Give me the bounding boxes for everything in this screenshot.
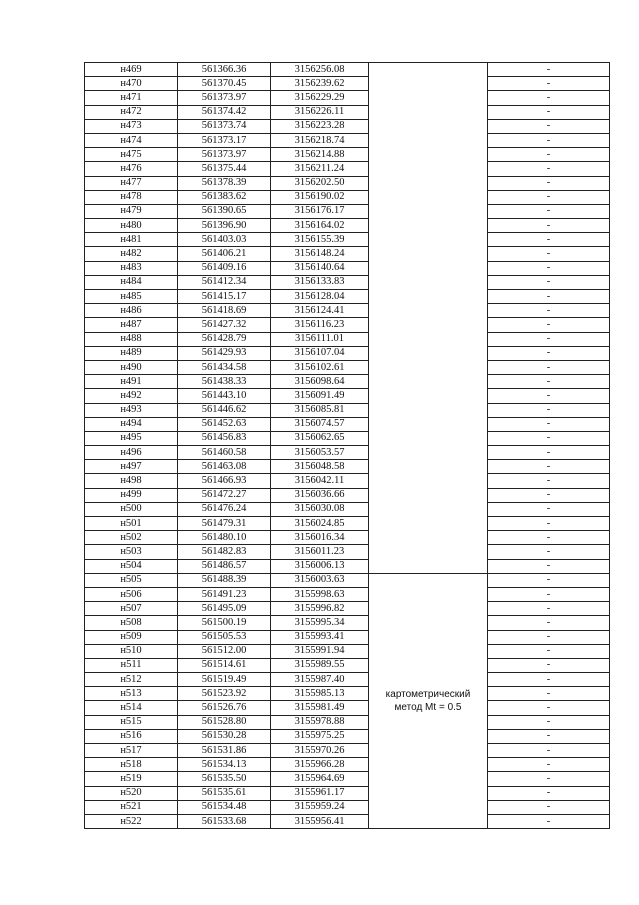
x-coordinate-cell: 561519.49 xyxy=(178,673,271,687)
x-coordinate-cell: 561488.39 xyxy=(178,573,271,587)
table-row xyxy=(85,332,610,346)
table-row xyxy=(85,162,610,176)
accuracy-cell: - xyxy=(488,800,610,814)
x-coordinate-cell: 561480.10 xyxy=(178,531,271,545)
x-coordinate-cell: 561456.83 xyxy=(178,431,271,445)
accuracy-cell: - xyxy=(488,261,610,275)
point-id-cell: н469 xyxy=(85,63,178,77)
table-row xyxy=(85,630,610,644)
point-id-cell: н480 xyxy=(85,219,178,233)
x-coordinate-cell: 561429.93 xyxy=(178,346,271,360)
x-coordinate-cell: 561383.62 xyxy=(178,190,271,204)
y-coordinate-cell: 3156048.58 xyxy=(271,460,369,474)
accuracy-cell: - xyxy=(488,729,610,743)
point-id-cell: н482 xyxy=(85,247,178,261)
table-row xyxy=(85,403,610,417)
point-id-cell: н510 xyxy=(85,644,178,658)
point-id-cell: н481 xyxy=(85,233,178,247)
point-id-cell: н518 xyxy=(85,758,178,772)
table-row xyxy=(85,687,610,701)
table-row xyxy=(85,77,610,91)
accuracy-cell: - xyxy=(488,431,610,445)
point-id-cell: н475 xyxy=(85,148,178,162)
table-row xyxy=(85,602,610,616)
x-coordinate-cell: 561446.62 xyxy=(178,403,271,417)
point-id-cell: н515 xyxy=(85,715,178,729)
x-coordinate-cell: 561534.48 xyxy=(178,800,271,814)
accuracy-cell: - xyxy=(488,772,610,786)
x-coordinate-cell: 561370.45 xyxy=(178,77,271,91)
point-id-cell: н496 xyxy=(85,446,178,460)
table-row xyxy=(85,148,610,162)
accuracy-cell: - xyxy=(488,786,610,800)
table-row xyxy=(85,474,610,488)
table-row xyxy=(85,431,610,445)
accuracy-cell: - xyxy=(488,190,610,204)
x-coordinate-cell: 561528.80 xyxy=(178,715,271,729)
x-coordinate-cell: 561434.58 xyxy=(178,360,271,374)
x-coordinate-cell: 561486.57 xyxy=(178,559,271,573)
x-coordinate-cell: 561373.17 xyxy=(178,133,271,147)
y-coordinate-cell: 3156229.29 xyxy=(271,91,369,105)
point-id-cell: н519 xyxy=(85,772,178,786)
table-row xyxy=(85,758,610,772)
y-coordinate-cell: 3156042.11 xyxy=(271,474,369,488)
accuracy-cell: - xyxy=(488,204,610,218)
y-coordinate-cell: 3155961.17 xyxy=(271,786,369,800)
table-row xyxy=(85,800,610,814)
table-row xyxy=(85,744,610,758)
x-coordinate-cell: 561535.61 xyxy=(178,786,271,800)
point-id-cell: н491 xyxy=(85,375,178,389)
table-row xyxy=(85,204,610,218)
x-coordinate-cell: 561443.10 xyxy=(178,389,271,403)
point-id-cell: н502 xyxy=(85,531,178,545)
y-coordinate-cell: 3156218.74 xyxy=(271,133,369,147)
table-row xyxy=(85,105,610,119)
y-coordinate-cell: 3156256.08 xyxy=(271,63,369,77)
point-id-cell: н495 xyxy=(85,431,178,445)
point-id-cell: н500 xyxy=(85,502,178,516)
point-id-cell: н505 xyxy=(85,573,178,587)
accuracy-cell: - xyxy=(488,77,610,91)
accuracy-cell: - xyxy=(488,403,610,417)
accuracy-cell: - xyxy=(488,673,610,687)
x-coordinate-cell: 561512.00 xyxy=(178,644,271,658)
accuracy-cell: - xyxy=(488,488,610,502)
table-row xyxy=(85,531,610,545)
accuracy-cell: - xyxy=(488,573,610,587)
table-row xyxy=(85,786,610,800)
point-id-cell: н494 xyxy=(85,417,178,431)
accuracy-cell: - xyxy=(488,219,610,233)
y-coordinate-cell: 3156016.34 xyxy=(271,531,369,545)
accuracy-cell: - xyxy=(488,148,610,162)
point-id-cell: н479 xyxy=(85,204,178,218)
y-coordinate-cell: 3156102.61 xyxy=(271,360,369,374)
y-coordinate-cell: 3156176.17 xyxy=(271,204,369,218)
x-coordinate-cell: 561373.97 xyxy=(178,91,271,105)
table-row xyxy=(85,616,610,630)
x-coordinate-cell: 561466.93 xyxy=(178,474,271,488)
table-row xyxy=(85,247,610,261)
accuracy-cell: - xyxy=(488,332,610,346)
point-id-cell: н520 xyxy=(85,786,178,800)
x-coordinate-cell: 561428.79 xyxy=(178,332,271,346)
y-coordinate-cell: 3155987.40 xyxy=(271,673,369,687)
x-coordinate-cell: 561406.21 xyxy=(178,247,271,261)
accuracy-cell: - xyxy=(488,417,610,431)
accuracy-cell: - xyxy=(488,602,610,616)
point-id-cell: н490 xyxy=(85,360,178,374)
y-coordinate-cell: 3156148.24 xyxy=(271,247,369,261)
point-id-cell: н483 xyxy=(85,261,178,275)
table-row xyxy=(85,389,610,403)
accuracy-cell: - xyxy=(488,630,610,644)
accuracy-cell: - xyxy=(488,346,610,360)
y-coordinate-cell: 3156202.50 xyxy=(271,176,369,190)
table-row xyxy=(85,814,610,828)
x-coordinate-cell: 561378.39 xyxy=(178,176,271,190)
y-coordinate-cell: 3156091.49 xyxy=(271,389,369,403)
point-id-cell: н517 xyxy=(85,744,178,758)
x-coordinate-cell: 561476.24 xyxy=(178,502,271,516)
y-coordinate-cell: 3155966.28 xyxy=(271,758,369,772)
point-id-cell: н508 xyxy=(85,616,178,630)
accuracy-cell: - xyxy=(488,502,610,516)
accuracy-cell: - xyxy=(488,375,610,389)
accuracy-cell: - xyxy=(488,715,610,729)
accuracy-cell: - xyxy=(488,63,610,77)
accuracy-cell: - xyxy=(488,304,610,318)
x-coordinate-cell: 561375.44 xyxy=(178,162,271,176)
y-coordinate-cell: 3155998.63 xyxy=(271,587,369,601)
y-coordinate-cell: 3156074.57 xyxy=(271,417,369,431)
accuracy-cell: - xyxy=(488,105,610,119)
table-row xyxy=(85,644,610,658)
accuracy-cell: - xyxy=(488,616,610,630)
point-id-cell: н504 xyxy=(85,559,178,573)
y-coordinate-cell: 3156036.66 xyxy=(271,488,369,502)
accuracy-cell: - xyxy=(488,91,610,105)
point-id-cell: н521 xyxy=(85,800,178,814)
x-coordinate-cell: 561534.13 xyxy=(178,758,271,772)
point-id-cell: н474 xyxy=(85,133,178,147)
accuracy-cell: - xyxy=(488,460,610,474)
point-id-cell: н522 xyxy=(85,814,178,828)
table-row xyxy=(85,261,610,275)
point-id-cell: н492 xyxy=(85,389,178,403)
point-id-cell: н507 xyxy=(85,602,178,616)
point-id-cell: н514 xyxy=(85,701,178,715)
x-coordinate-cell: 561505.53 xyxy=(178,630,271,644)
point-id-cell: н506 xyxy=(85,587,178,601)
x-coordinate-cell: 561373.74 xyxy=(178,119,271,133)
x-coordinate-cell: 561495.09 xyxy=(178,602,271,616)
accuracy-cell: - xyxy=(488,290,610,304)
y-coordinate-cell: 3156211.24 xyxy=(271,162,369,176)
accuracy-cell: - xyxy=(488,559,610,573)
x-coordinate-cell: 561409.16 xyxy=(178,261,271,275)
x-coordinate-cell: 561472.27 xyxy=(178,488,271,502)
x-coordinate-cell: 561427.32 xyxy=(178,318,271,332)
accuracy-cell: - xyxy=(488,644,610,658)
point-id-cell: н512 xyxy=(85,673,178,687)
table-row xyxy=(85,701,610,715)
y-coordinate-cell: 3155989.55 xyxy=(271,658,369,672)
table-row xyxy=(85,517,610,531)
table-row xyxy=(85,360,610,374)
table-row xyxy=(85,488,610,502)
y-coordinate-cell: 3156030.08 xyxy=(271,502,369,516)
table-row xyxy=(85,63,610,77)
table-row xyxy=(85,772,610,786)
table-row xyxy=(85,417,610,431)
accuracy-cell: - xyxy=(488,687,610,701)
x-coordinate-cell: 561479.31 xyxy=(178,517,271,531)
point-id-cell: н488 xyxy=(85,332,178,346)
x-coordinate-cell: 561452.63 xyxy=(178,417,271,431)
point-id-cell: н501 xyxy=(85,517,178,531)
y-coordinate-cell: 3155959.24 xyxy=(271,800,369,814)
table-row xyxy=(85,729,610,743)
x-coordinate-cell: 561535.50 xyxy=(178,772,271,786)
x-coordinate-cell: 561396.90 xyxy=(178,219,271,233)
accuracy-cell: - xyxy=(488,517,610,531)
point-id-cell: н477 xyxy=(85,176,178,190)
y-coordinate-cell: 3155991.94 xyxy=(271,644,369,658)
accuracy-cell: - xyxy=(488,701,610,715)
y-coordinate-cell: 3156226.11 xyxy=(271,105,369,119)
y-coordinate-cell: 3156053.57 xyxy=(271,446,369,460)
accuracy-cell: - xyxy=(488,360,610,374)
x-coordinate-cell: 561526.76 xyxy=(178,701,271,715)
y-coordinate-cell: 3156128.04 xyxy=(271,290,369,304)
table-row xyxy=(85,587,610,601)
point-id-cell: н513 xyxy=(85,687,178,701)
coordinates-table xyxy=(84,62,610,829)
accuracy-cell: - xyxy=(488,318,610,332)
point-id-cell: н509 xyxy=(85,630,178,644)
x-coordinate-cell: 561491.23 xyxy=(178,587,271,601)
table-row xyxy=(85,346,610,360)
accuracy-cell: - xyxy=(488,162,610,176)
point-id-cell: н497 xyxy=(85,460,178,474)
x-coordinate-cell: 561482.83 xyxy=(178,545,271,559)
point-id-cell: н471 xyxy=(85,91,178,105)
point-id-cell: н498 xyxy=(85,474,178,488)
point-id-cell: н511 xyxy=(85,658,178,672)
point-id-cell: н493 xyxy=(85,403,178,417)
y-coordinate-cell: 3155956.41 xyxy=(271,814,369,828)
table-row xyxy=(85,119,610,133)
y-coordinate-cell: 3156239.62 xyxy=(271,77,369,91)
y-coordinate-cell: 3156111.01 xyxy=(271,332,369,346)
y-coordinate-cell: 3155996.82 xyxy=(271,602,369,616)
point-id-cell: н486 xyxy=(85,304,178,318)
x-coordinate-cell: 561373.97 xyxy=(178,148,271,162)
accuracy-cell: - xyxy=(488,233,610,247)
accuracy-cell: - xyxy=(488,744,610,758)
x-coordinate-cell: 561438.33 xyxy=(178,375,271,389)
y-coordinate-cell: 3155978.88 xyxy=(271,715,369,729)
accuracy-cell: - xyxy=(488,474,610,488)
y-coordinate-cell: 3155964.69 xyxy=(271,772,369,786)
accuracy-cell: - xyxy=(488,133,610,147)
x-coordinate-cell: 561500.19 xyxy=(178,616,271,630)
table-row xyxy=(85,573,610,587)
accuracy-cell: - xyxy=(488,275,610,289)
table-row xyxy=(85,91,610,105)
table-row xyxy=(85,233,610,247)
y-coordinate-cell: 3156062.65 xyxy=(271,431,369,445)
accuracy-cell: - xyxy=(488,814,610,828)
accuracy-cell: - xyxy=(488,658,610,672)
table-row xyxy=(85,502,610,516)
point-id-cell: н473 xyxy=(85,119,178,133)
table-row xyxy=(85,133,610,147)
y-coordinate-cell: 3155995.34 xyxy=(271,616,369,630)
x-coordinate-cell: 561523.92 xyxy=(178,687,271,701)
point-id-cell: н516 xyxy=(85,729,178,743)
point-id-cell: н472 xyxy=(85,105,178,119)
y-coordinate-cell: 3156098.64 xyxy=(271,375,369,389)
y-coordinate-cell: 3156140.64 xyxy=(271,261,369,275)
accuracy-cell: - xyxy=(488,531,610,545)
x-coordinate-cell: 561418.69 xyxy=(178,304,271,318)
accuracy-cell: - xyxy=(488,587,610,601)
x-coordinate-cell: 561533.68 xyxy=(178,814,271,828)
y-coordinate-cell: 3156214.88 xyxy=(271,148,369,162)
y-coordinate-cell: 3156003.63 xyxy=(271,573,369,587)
x-coordinate-cell: 561390.65 xyxy=(178,204,271,218)
y-coordinate-cell: 3156155.39 xyxy=(271,233,369,247)
accuracy-cell: - xyxy=(488,247,610,261)
point-id-cell: н499 xyxy=(85,488,178,502)
accuracy-cell: - xyxy=(488,176,610,190)
point-id-cell: н470 xyxy=(85,77,178,91)
y-coordinate-cell: 3156116.23 xyxy=(271,318,369,332)
y-coordinate-cell: 3155981.49 xyxy=(271,701,369,715)
x-coordinate-cell: 561374.42 xyxy=(178,105,271,119)
y-coordinate-cell: 3156133.83 xyxy=(271,275,369,289)
x-coordinate-cell: 561514.61 xyxy=(178,658,271,672)
y-coordinate-cell: 3156164.02 xyxy=(271,219,369,233)
x-coordinate-cell: 561403.03 xyxy=(178,233,271,247)
y-coordinate-cell: 3156107.04 xyxy=(271,346,369,360)
x-coordinate-cell: 561366.36 xyxy=(178,63,271,77)
y-coordinate-cell: 3156011.23 xyxy=(271,545,369,559)
accuracy-cell: - xyxy=(488,758,610,772)
y-coordinate-cell: 3156006.13 xyxy=(271,559,369,573)
x-coordinate-cell: 561415.17 xyxy=(178,290,271,304)
x-coordinate-cell: 561412.34 xyxy=(178,275,271,289)
y-coordinate-cell: 3156024.85 xyxy=(271,517,369,531)
point-id-cell: н478 xyxy=(85,190,178,204)
accuracy-cell: - xyxy=(488,119,610,133)
x-coordinate-cell: 561530.28 xyxy=(178,729,271,743)
accuracy-cell: - xyxy=(488,446,610,460)
table-row xyxy=(85,375,610,389)
x-coordinate-cell: 561531.86 xyxy=(178,744,271,758)
x-coordinate-cell: 561463.08 xyxy=(178,460,271,474)
y-coordinate-cell: 3155970.26 xyxy=(271,744,369,758)
y-coordinate-cell: 3156085.81 xyxy=(271,403,369,417)
y-coordinate-cell: 3155975.25 xyxy=(271,729,369,743)
table-row xyxy=(85,219,610,233)
x-coordinate-cell: 561460.58 xyxy=(178,446,271,460)
point-id-cell: н485 xyxy=(85,290,178,304)
method-cell: картометрический метод Mt = 0.5 xyxy=(369,573,488,828)
point-id-cell: н487 xyxy=(85,318,178,332)
y-coordinate-cell: 3155985.13 xyxy=(271,687,369,701)
coordinates-table-body xyxy=(85,63,610,829)
accuracy-cell: - xyxy=(488,545,610,559)
table-row xyxy=(85,446,610,460)
table-row xyxy=(85,658,610,672)
method-cell xyxy=(369,63,488,574)
table-row xyxy=(85,318,610,332)
table-row xyxy=(85,190,610,204)
table-row xyxy=(85,559,610,573)
y-coordinate-cell: 3155993.41 xyxy=(271,630,369,644)
table-row xyxy=(85,176,610,190)
table-row xyxy=(85,715,610,729)
table-row xyxy=(85,275,610,289)
y-coordinate-cell: 3156124.41 xyxy=(271,304,369,318)
y-coordinate-cell: 3156190.02 xyxy=(271,190,369,204)
table-row xyxy=(85,304,610,318)
point-id-cell: н476 xyxy=(85,162,178,176)
table-row xyxy=(85,290,610,304)
accuracy-cell: - xyxy=(488,389,610,403)
point-id-cell: н489 xyxy=(85,346,178,360)
table-row xyxy=(85,673,610,687)
y-coordinate-cell: 3156223.28 xyxy=(271,119,369,133)
point-id-cell: н503 xyxy=(85,545,178,559)
table-row xyxy=(85,545,610,559)
point-id-cell: н484 xyxy=(85,275,178,289)
table-row xyxy=(85,460,610,474)
